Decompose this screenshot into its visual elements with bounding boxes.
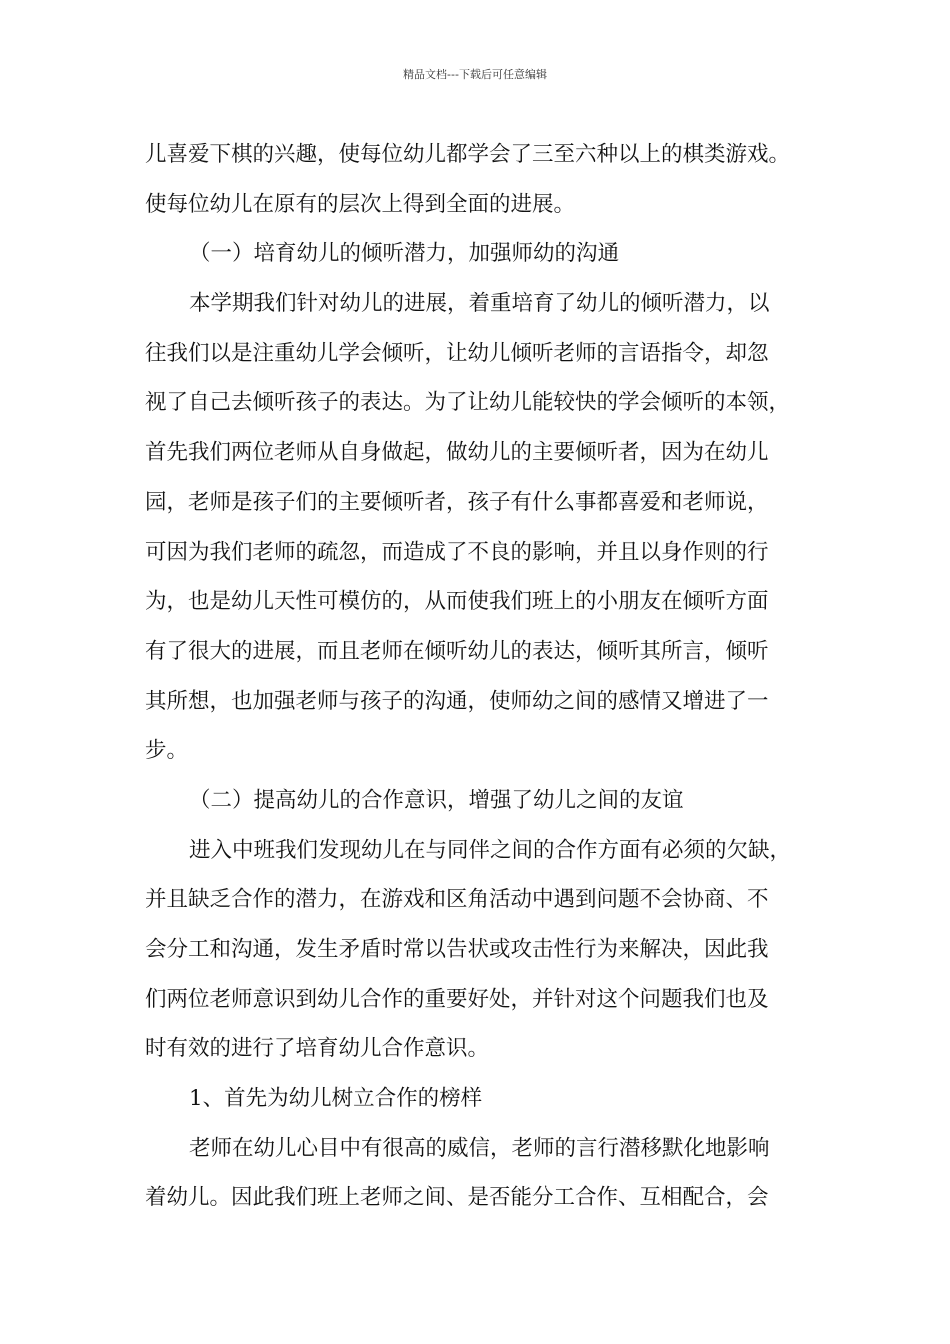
text-line: 并且缺乏合作的潜力，在游戏和区角活动中遇到问题不会协商、不 <box>145 887 769 913</box>
text-line: 有了很大的进展，而且老师在倾听幼儿的表达，倾听其所言，倾听 <box>145 638 769 664</box>
text-line: 为，也是幼儿天性可模仿的，从而使我们班上的小朋友在倾听方面 <box>145 589 769 615</box>
text-line: 着幼儿。因此我们班上老师之间、是否能分工合作、互相配合，会 <box>145 1185 769 1211</box>
page-header: 精品文档---下载后可任意编辑 <box>403 68 547 81</box>
section-heading: （一）培育幼儿的倾听潜力，加强师幼的沟通 <box>189 241 620 267</box>
text-line: 可因为我们老师的疏忽，而造成了不良的影响，并且以身作则的行 <box>145 539 769 565</box>
text-line: 往我们以是注重幼儿学会倾听，让幼儿倾听老师的言语指令，却忽 <box>145 340 769 366</box>
text-line: 老师在幼儿心目中有很高的威信，老师的言行潜移默化地影响 <box>189 1135 770 1161</box>
text-line: 首先我们两位老师从自身做起，做幼儿的主要倾听者，因为在幼儿 <box>145 440 769 466</box>
text-line: 使每位幼儿在原有的层次上得到全面的进展。 <box>145 191 576 217</box>
text-line: 其所想，也加强老师与孩子的沟通，使师幼之间的感情又增进了一 <box>145 688 769 714</box>
text-line: 时有效的进行了培育幼儿合作意识。 <box>145 1036 490 1062</box>
subsection-heading: 1、首先为幼儿树立合作的榜样 <box>189 1086 483 1112</box>
text-line: 视了自己去倾听孩子的表达。为了让幼儿能较快的学会倾听的本领， <box>145 390 791 416</box>
text-line: 步。 <box>145 738 189 764</box>
document-body <box>145 130 825 1223</box>
text-line: 园，老师是孩子们的主要倾听者，孩子有什么事都喜爱和老师说， <box>145 489 769 515</box>
text-line: 会分工和沟通，发生矛盾时常以告状或攻击性行为来解决，因此我 <box>145 937 769 962</box>
text-line: 进入中班我们发现幼儿在与同伴之间的合作方面有必须的欠缺， <box>189 837 792 863</box>
section-heading: （二）提高幼儿的合作意识，增强了幼儿之间的友谊 <box>189 787 684 813</box>
text-line: 本学期我们针对幼儿的进展，着重培育了幼儿的倾听潜力，以 <box>189 291 770 317</box>
text-line: 儿喜爱下棋的兴趣，使每位幼儿都学会了三至六种以上的棋类游戏。 <box>145 142 791 167</box>
text-line: 们两位老师意识到幼儿合作的重要好处，并针对这个问题我们也及 <box>145 986 769 1012</box>
